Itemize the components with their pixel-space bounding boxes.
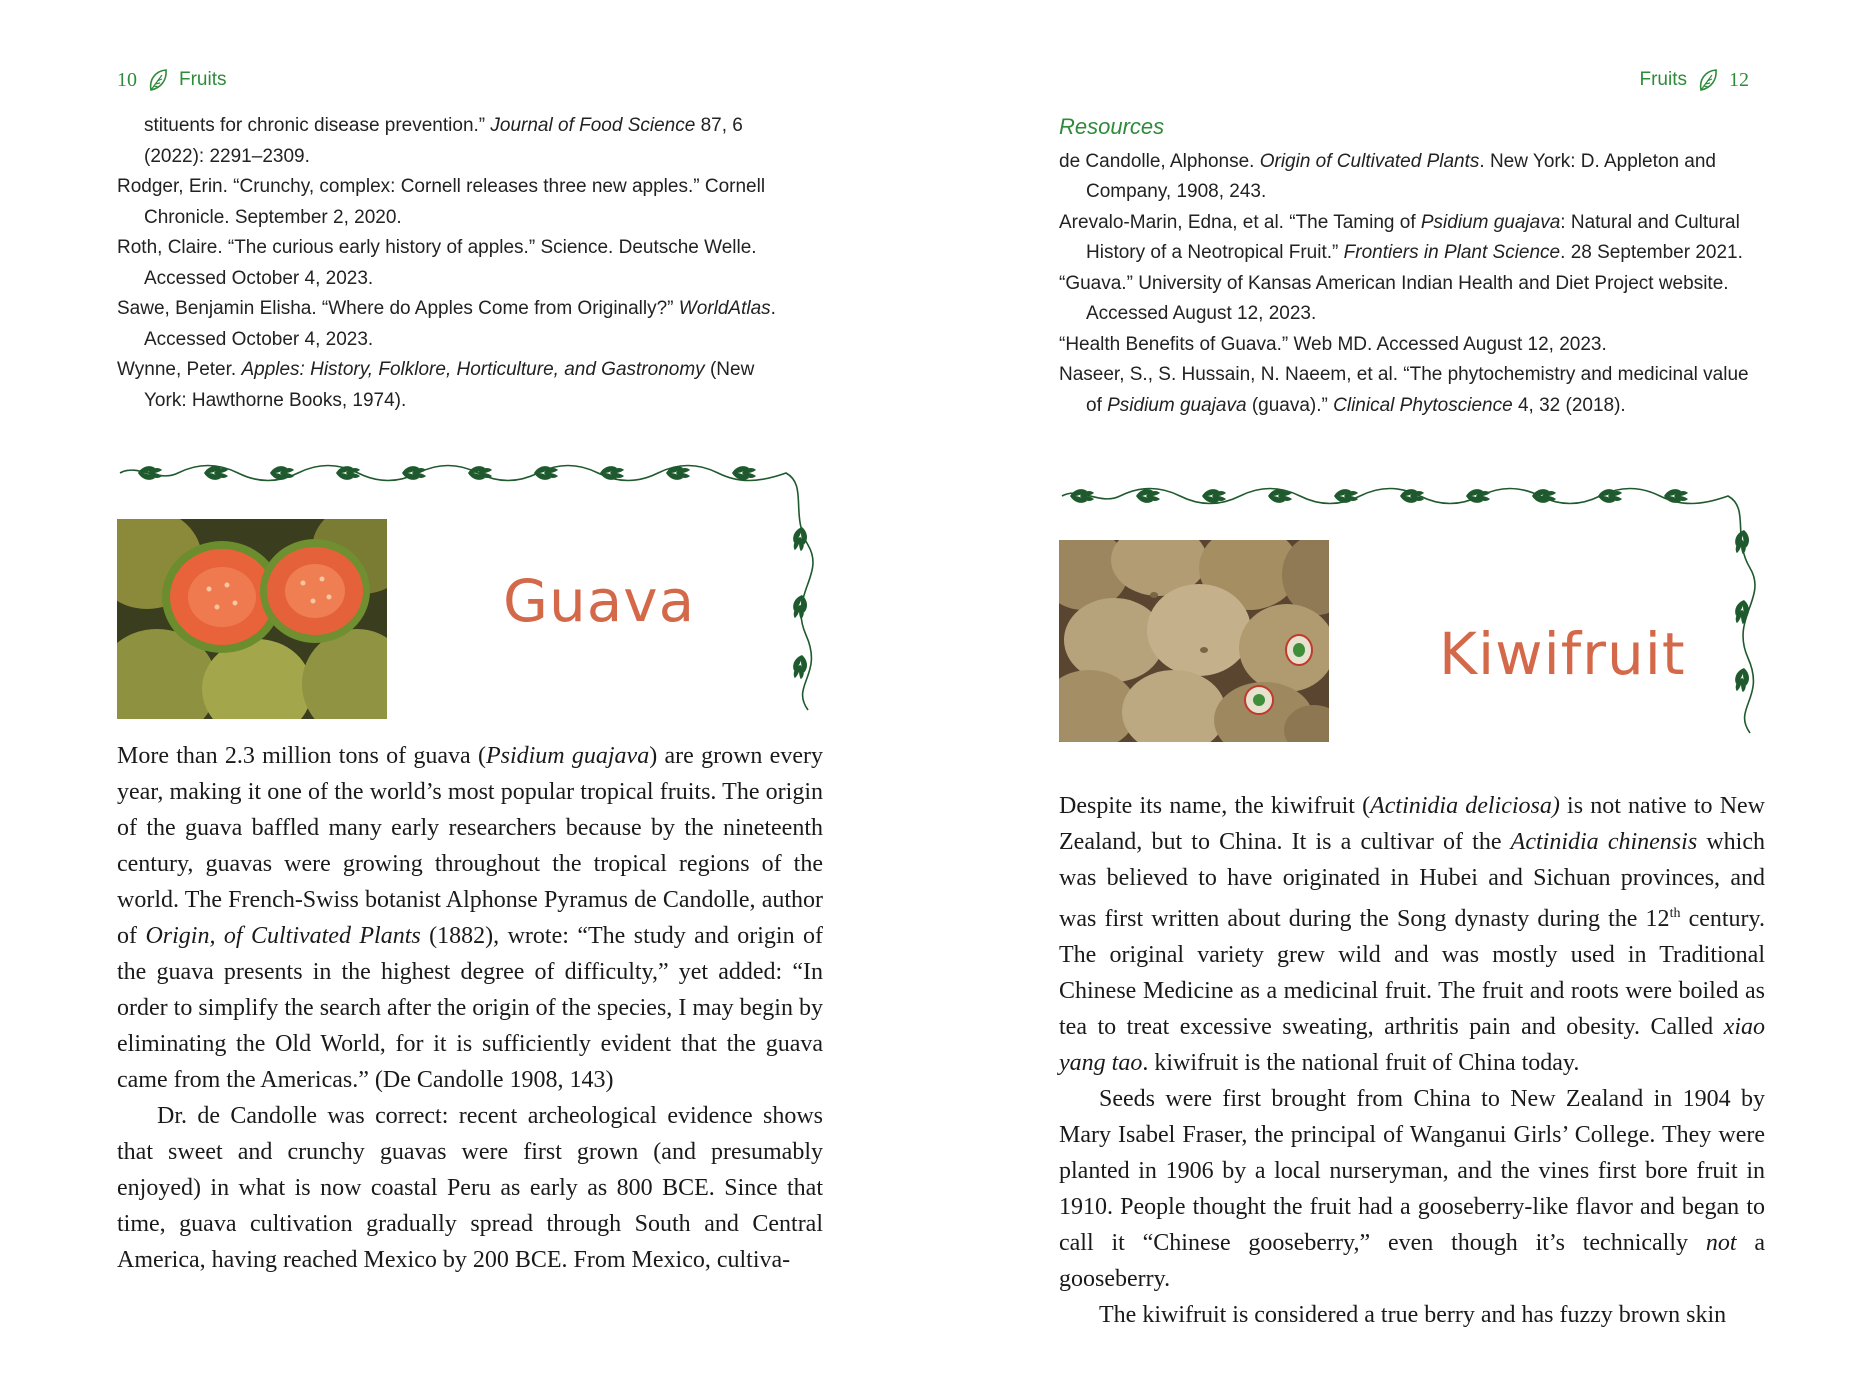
page-header: [1640, 68, 1750, 92]
kiwifruit-photo: [1059, 540, 1329, 742]
resources-heading: Resources: [1059, 114, 1165, 139]
leaf-icon: [147, 68, 169, 92]
paragraph: More than 2.3 million tons of guava (Psidium guajava) are grown every year, making it one of the world’s most popular tropical fruits. The origin of the guava baffled many early researchers because by the nineteenth century, guavas were growing throughout the tropical regions of the world. The French-Swiss botanist Alphonse Pyramus de Candolle, author of Origin, of Cultivated Plants (1882), wrote: “The study and origin of the guava presents in the highest degree of difficulty,” yet added: “In order to simplify the search after the origin of the species, I may begin by eliminating the Old World, for it is sufficiently evident that the guava came from the Americas.” (De Candolle 1908, 143): [117, 743, 823, 1093]
reference-entry: Sawe, Benjamin Elisha. “Where do Apples Come from Originally?” WorldAtlas. Accessed October 4, 2023.: [117, 298, 776, 350]
reference-entry: Rodger, Erin. “Crunchy, complex: Cornell releases three new apples.” Cornell Chronicle. September 2, 2020.: [117, 176, 766, 228]
reference-entry: “Health Benefits of Guava.” Web MD. Accessed August 12, 2023.: [1059, 333, 1607, 355]
reference-entry: “Guava.” University of Kansas American Indian Health and Diet Project website. Accessed August 12, 2023.: [1059, 272, 1729, 324]
reference-entry: Wynne, Peter. Apples: History, Folklore, Horticulture, and Gastronomy (New York: Hawthorne Books, 1974).: [117, 359, 755, 411]
paragraph: Dr. de Candolle was correct: recent archeological evidence shows that sweet and crunchy guavas were first grown (and presumably enjoyed) in what is now coastal Peru as early as 800 BCE. Since that time, guava cultivation gradually spread through South and Central America, having reached Mexico by 200 BCE. From Mexico, cultiva-: [117, 1103, 823, 1273]
paragraph: The kiwifruit is considered a true berry and has fuzzy brown skin: [1099, 1302, 1727, 1328]
fruit-title: Kiwifruit: [1439, 620, 1686, 688]
section-title: Fruits: [1639, 69, 1687, 90]
guava-photo: [117, 519, 387, 719]
leaf-icon: [1697, 68, 1719, 92]
fruit-title: Guava: [503, 567, 696, 635]
right-page: [933, 0, 1866, 1400]
page-header: [117, 68, 227, 92]
page-number: 12: [1729, 68, 1749, 91]
paragraph: Seeds were first brought from China to New Zealand in 1904 by Mary Isabel Fraser, the principal of Wanganui Girls’ College. They were planted in 1906 by a local nurseryman, and the vines first bore fruit in 1910. People thought the fruit had a gooseberry-like flavor and began to call it “Chinese gooseberry,” even though it’s technically not a gooseberry.: [1059, 1086, 1765, 1292]
article-body: [117, 738, 823, 1278]
resources-list: [1059, 112, 1759, 421]
references-list: [117, 111, 785, 416]
reference-entry: stituents for chronic disease prevention.” Journal of Food Science 87, 6 (2022): 2291–2309.: [144, 115, 743, 167]
reference-entry: de Candolle, Alphonse. Origin of Cultivated Plants. New York: D. Appleton and Company, 1908, 243.: [1059, 150, 1716, 202]
page-number: 10: [117, 68, 137, 91]
paragraph: Despite its name, the kiwifruit (Actinidia deliciosa) is not native to New Zealand, but to China. It is a cultivar of the Actinidia chinensis which was believed to have originated in Hubei and Sichuan provinces, and was first written about during the Song dynasty during the 12th century. The original variety grew wild and was mostly used in Traditional Chinese Medicine as a medicinal fruit. The fruit and roots were boiled as tea to treat excessive sweating, arthritis pain and obesity. Called xiao yang tao. kiwifruit is the national fruit of China today.: [1059, 793, 1766, 1076]
section-title: Fruits: [179, 69, 227, 90]
reference-entry: Naseer, S., S. Hussain, N. Naeem, et al. “The phytochemistry and medicinal value of Psidium guajava (guava).” Clinical Phytoscience 4, 32 (2018).: [1059, 364, 1749, 416]
reference-entry: Roth, Claire. “The curious early history of apples.” Science. Deutsche Welle. Accessed October 4, 2023.: [117, 237, 757, 289]
article-body: [1059, 788, 1765, 1333]
reference-entry: Arevalo-Marin, Edna, et al. “The Taming of Psidium guajava: Natural and Cultural History of a Neotropical Fruit.” Frontiers in Plant Science. 28 September 2021.: [1059, 211, 1743, 263]
